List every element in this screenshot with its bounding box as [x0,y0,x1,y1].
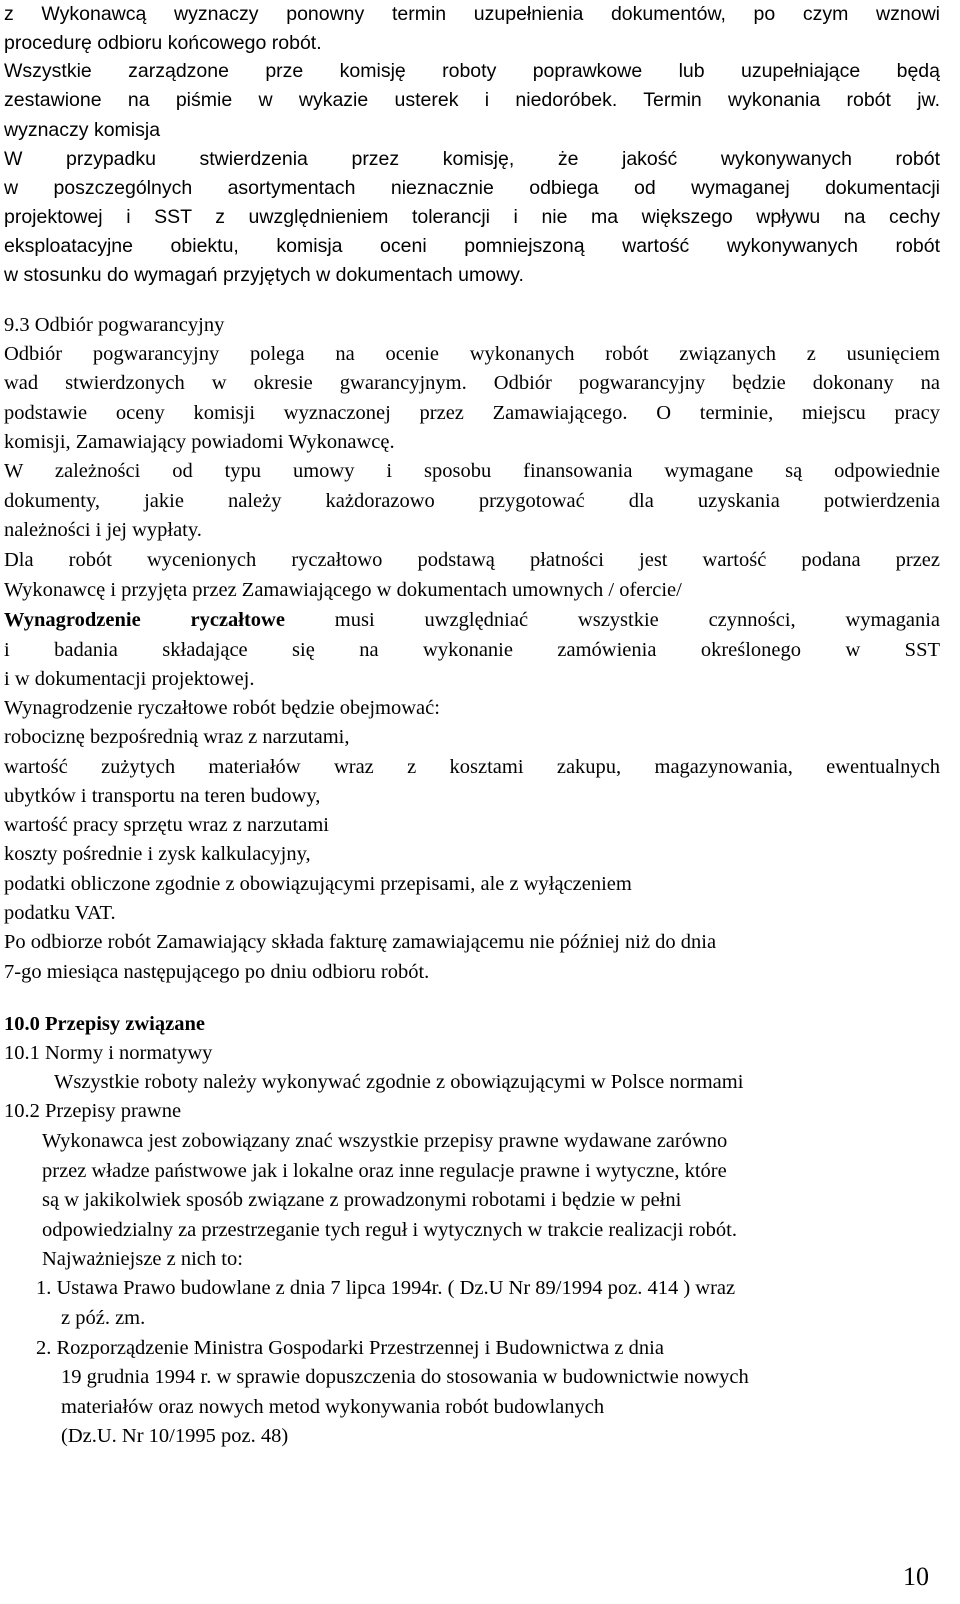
line-text: podatki obliczone zgodnie z obowiązującymi przepisami, ale z wyłączeniem [4,873,632,895]
text-line [4,145,940,174]
line-text: należności i jej wypłaty. [4,519,202,541]
line-text: z póź. zm. [61,1307,146,1329]
line-text: Odbiór pogwarancyjny polega na ocenie wykonanych robót związanych z usunięciem [4,343,940,365]
text-line [4,232,940,261]
line-text: wyznaczy komisja [4,119,161,141]
text-line [61,1393,940,1422]
text-line [4,1039,940,1068]
text-line [4,457,940,486]
line-text: W zależności od typu umowy i sposobu finansowania wymagane są odpowiednie [4,460,940,482]
line-text: w stosunku do wymagań przyjętych w dokumentach umowy. [4,264,524,286]
page-number: 10 [903,1562,929,1591]
line-text: wartość zużytych materiałów wraz z kosztami zakupu, magazynowania, ewentualnych [4,756,940,778]
line-text: Najważniejsze z nich to: [42,1248,243,1270]
line-text: 10.2 Przepisy prawne [4,1100,182,1122]
line-text: Wszystkie zarządzone prze komisję roboty poprawkowe lub uzupełniające będą [4,60,940,82]
text-line [4,694,940,723]
text-line [4,29,940,58]
line-text: robociznę bezpośrednią wraz z narzutami, [4,726,350,748]
text-line [61,1422,940,1451]
line-text: eksploatacyjne obiektu, komisja oceni pomniejszoną wartość wykonywanych robót [4,235,940,257]
line-text: Wszystkie roboty należy wykonywać zgodnie z obowiązującymi w Polsce normami [54,1071,744,1093]
text-line [4,57,940,86]
text-line [4,1010,940,1039]
line-text: ubytków i transportu na teren budowy, [4,785,321,807]
line-text: Wynagrodzenie ryczałtowe robót będzie obejmować: [4,697,440,719]
text-line [4,546,940,575]
text-line [42,1157,940,1186]
line-text: odpowiedzialny za przestrzeganie tych reguł i wytycznych w trakcie realizacji robót. [42,1219,737,1241]
line-text: podstawie oceny komisji wyznaczonej przez Zamawiającego. O terminie, miejscu pracy [4,402,940,424]
text-line [4,782,940,811]
line-text: projektowej i SST z uwzględnieniem tolerancji i nie ma większego wpływu na cechy [4,206,940,228]
text-line [4,516,940,545]
line-text: Wykonawcę i przyjęta przez Zamawiającego w dokumentach umownych / ofercie/ [4,579,682,601]
line-text: podatku VAT. [4,902,116,924]
line-text: z Wykonawcą wyznaczy ponowny termin uzupełnienia dokumentów, po czym wznowi [4,3,940,25]
line-text: procedurę odbioru końcowego robót. [4,32,322,54]
text-line [4,899,940,928]
text-line [4,636,940,665]
text-line [4,399,940,428]
text-line [42,1127,940,1156]
line-text: Wykonawca jest zobowiązany znać wszystkie przepisy prawne wydawane zarówno [42,1130,728,1152]
line-text: W przypadku stwierdzenia przez komisję, że jakość wykonywanych robót [4,148,940,170]
text-line [4,203,940,232]
text-line [4,840,940,869]
line-text: i badania składające się na wykonanie zamówienia określonego w SST [4,639,940,661]
text-line [61,1363,940,1392]
line-text: są w jakikolwiek sposób związane z prowadzonymi robotami i będzie w pełni [42,1189,682,1211]
line-text: w poszczególnych asortymentach nieznacznie odbiega od wymaganej dokumentacji [4,177,940,199]
line-text: Dla robót wycenionych ryczałtowo podstawą płatności jest wartość podana przez [4,549,940,571]
line-text: dokumenty, jakie należy każdorazowo przygotować dla uzyskania potwierdzenia [4,490,940,512]
text-line [4,753,940,782]
text-line [42,1245,940,1274]
text-line [4,723,940,752]
text-line [4,958,940,987]
text-line [42,1216,940,1245]
line-text: materiałów oraz nowych metod wykonywania robót budowlanych [61,1396,605,1418]
bold-term: Wynagrodzenie ryczałtowe [4,609,285,631]
text-line [4,1097,940,1126]
line-text: 10.1 Normy i normatywy [4,1042,213,1064]
line-text: 19 grudnia 1994 r. w sprawie dopuszczenia do stosowania w budownictwie nowych [61,1366,749,1388]
line-text: komisji, Zamawiający powiadomi Wykonawcę. [4,431,395,453]
text-line [61,1304,940,1333]
line-text: 1. Ustawa Prawo budowlane z dnia 7 lipca 1994r. ( Dz.U Nr 89/1994 poz. 414 ) wraz [36,1277,736,1299]
text-line [4,311,940,340]
text-line [42,1186,940,1215]
line-text: 9.3 Odbiór pogwarancyjny [4,314,225,336]
line-text: 7-go miesiąca następującego po dniu odbioru robót. [4,961,430,983]
text-line [4,428,940,457]
text-line [4,665,940,694]
text-line [4,870,940,899]
line-text: 10.0 Przepisy związane [4,1013,205,1035]
line-text: Po odbiorze robót Zamawiający składa fakturę zamawiającemu nie później niż do dnia [4,931,717,953]
text-line [4,174,940,203]
text-line [4,0,940,29]
line-text: (Dz.U. Nr 10/1995 poz. 48) [61,1425,289,1447]
text-line [4,116,940,145]
line-text: i w dokumentacji projektowej. [4,668,255,690]
text-line [4,261,940,290]
line-text: musi uwzględniać wszystkie czynności, wymagania [284,609,940,631]
line-text: wad stwierdzonych w okresie gwarancyjnym. Odbiór pogwarancyjny będzie dokonany na [4,372,940,394]
text-line [4,576,940,605]
text-line [36,1334,940,1363]
text-line [4,86,940,115]
line-text: zestawione na piśmie w wykazie usterek i niedoróbek. Termin wykonania robót jw. [4,89,940,111]
text-line [4,340,940,369]
text-line [4,811,940,840]
text-line [4,928,940,957]
text-line [4,369,940,398]
text-line [54,1068,940,1097]
text-line [4,487,940,516]
line-text: 2. Rozporządzenie Ministra Gospodarki Przestrzennej i Budownictwa z dnia [36,1337,664,1359]
text-line [36,1274,940,1303]
line-text: przez władze państwowe jak i lokalne oraz inne regulacje prawne i wytyczne, które [42,1160,727,1182]
line-text: koszty pośrednie i zysk kalkulacyjny, [4,843,311,865]
text-line [4,606,940,635]
line-text: wartość pracy sprzętu wraz z narzutami [4,814,329,836]
